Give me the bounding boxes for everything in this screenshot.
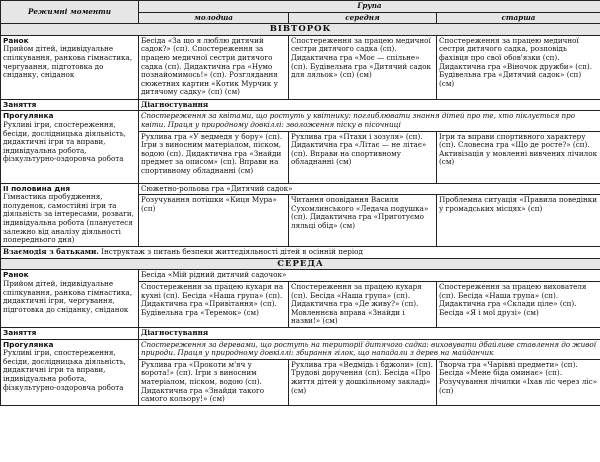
moment-title: Заняття (3, 327, 37, 337)
day-title: СЕРЕДА (1, 258, 600, 270)
table-row (1, 35, 600, 99)
table-row (1, 339, 600, 359)
cell-middle: Рухлива гра «Птахи і зозуля» (сп). Дидактична гра «Літає — не літає» (сп). Вправи на спортивному обладнанні (см) (289, 131, 437, 183)
cell-span: Бесіда «Мій рідний дитячий садочок» (139, 270, 600, 282)
moments-header: Режимні моменти (1, 1, 139, 24)
cell-young: Розучування потішки «Киця Мура» (сп) (139, 195, 289, 247)
moment-cell (1, 327, 139, 339)
cell-middle: Спостереження за працею кухаря (сп). Бесіда «Наша група» (сп). Дидактична гра «Де живу?» (сп). Мовленнєва вправа «Знайди і назви!» (см) (289, 281, 437, 327)
cell-old: Творча гра «Чарівні предмети» (сп). Бесіда «Мене біда оминає» (сп). Розучування лічилки «Іхав ліс через ліс» (сп) (437, 359, 600, 405)
middle-header: середня (289, 12, 437, 24)
table-row (1, 270, 600, 282)
moment-title: Ранок (3, 270, 29, 280)
moment-cell (1, 111, 139, 183)
table-row (1, 247, 600, 259)
old-header: старша (437, 12, 600, 24)
day-row-wednesday (1, 258, 600, 270)
cell-span: Спостереження за квітами, що ростуть у квітнику: поглиблювати знання дітей про те, хто піклується про квіти. Праця у природному довкіллі: зволоження піску в пісочниці (139, 111, 600, 131)
parents-title: Взаємодія з батьками. (3, 247, 99, 257)
moment-cell (1, 339, 139, 405)
cell-span: Діагностування (139, 327, 600, 339)
moment-desc: Гімнастика пробудження, полуденок, самостійні ігри та діяльність за інтересами, розваги, індивідуальна робота (плануєтеся залежно від аналізу діяльності попереднього дня) (3, 192, 134, 245)
parents-text: Інструктаж з питань безпеки життєдіяльності дітей в осінній період (101, 247, 363, 257)
cell-old: Проблемна ситуація «Правила поведінки у громадських місцях» (сп) (437, 195, 600, 247)
moment-cell (1, 35, 139, 99)
day-row-tuesday (1, 24, 600, 36)
table-row (1, 111, 600, 131)
moment-title: II половина дня (3, 183, 71, 193)
moment-cell (1, 99, 139, 111)
moment-title: Ранок (3, 35, 29, 45)
cell-young: Рухлива гра «У ведмедя у бору» (сп). Ігри з виносним матеріалом, піском, водою (сп). Дидактична гра «Знайди предмет за описом» (сп). Вправи на спортивному обладнанні (см) (139, 131, 289, 183)
cell-span: Спостереження за деревами, що ростуть на території дитячого садка: виховувати дбайливе ставлення до живої природи. Праця у природному довкіллі: збирання гілок, що нападали з дерев на майданчик (139, 339, 600, 359)
table-row (1, 99, 600, 111)
cell-old: Ігри та вправи спортивного характеру (сп). Словесна гра «Що де росте?» (сп). Активізація у мовленні вивчених лічилок (см) (437, 131, 600, 183)
cell-span: Сюжетно-рольова гра «Дитячий садок» (139, 183, 600, 195)
cell-old: Спостереження за працею медичної сестри дитячого садка, розповідь фахівця про свої обов'язки (сп). Дидактична гра «Віночок дружби» (сп). Будівельна гра «Дитячий садок» (сп) (см) (437, 35, 600, 99)
header-row (1, 1, 600, 13)
table-row (1, 183, 600, 195)
cell-young: Рухлива гра «Прокоти м'яч у ворота!» (сп). Ігри з виносним матеріалом, піском, водою (сп). Дидактична гра «Знайди такого самого кольору!» (см) (139, 359, 289, 405)
moment-desc: Прийом дітей, індивідуальне спілкування, ранкова гімнастика, чергування, підготовка до сніданку, сніданок (3, 44, 133, 80)
cell-young: Спостереження за працею кухаря на кухні (сп). Бесіда «Наша група» (сп). Дидактична гра «Привітання» (сп). Будівельна гра «Теремок» (см) (139, 281, 289, 327)
young-header: молодша (139, 12, 289, 24)
moment-desc: Рухливі ігри, спостереження, бесіди, дослідницька діяльність, дидактичні ігри та вправи, індивідуальна робота, фізкультурно-оздоровча робота (3, 348, 126, 392)
group-header: Група (139, 1, 600, 13)
cell-span: Діагностування (139, 99, 600, 111)
moment-desc: Рухливі ігри, спостереження, бесіди, дослідницька діяльність, дидактичні ігри та вправи, індивідуальна робота, фізкультурно-оздоровча робота (3, 119, 126, 164)
cell-middle: Читання оповідання Василя Сухомлинського «Ледача подушка» (сп). Дидактична гра «Приготуємо ляльці обід» (см) (289, 195, 437, 247)
moment-title: Прогулянка (3, 111, 54, 121)
moment-title: Прогулянка (3, 339, 54, 349)
cell-young: Бесіда «За що я люблю дитячий садок?» (сп). Спостереження за працею медичної сестри дитячого садка (сп). Дидактична гра «Нумо познайомимось!» (сп). Розглядання сюжетних картин «Котик Мурчик у дитячому садку» (сп) (см) (139, 35, 289, 99)
parents-row (1, 247, 600, 259)
day-title: ВІВТОРОК (1, 24, 600, 36)
moment-cell (1, 183, 139, 247)
cell-old: Спостереження за працею вихователя (сп). Бесіда «Наша група» (сп). Дидактична гра «Склади ціле» (сп). Бесіда «Я і мої друзі» (см) (437, 281, 600, 327)
moment-cell (1, 270, 139, 328)
cell-middle: Спостереження за працею медичної сестри дитячого садка (сп). Дидактична гра «Моє — спільне» (сп). Будівельна гра «Дитячий садок для ляльок» (сп) (см) (289, 35, 437, 99)
table-row (1, 327, 600, 339)
moment-desc: Прийом дітей, індивідуальне спілкування, ранкова гімнастика, дидактичні ігри, чергування, підготовка до сніданку, сніданок (3, 278, 133, 314)
moment-title: Заняття (3, 99, 37, 109)
cell-middle: Рухлива гра «Ведмідь і бджоли» (сп). Трудові доручення (сп). Бесіда «Про життя дітей у дошкільному закладі» (см) (289, 359, 437, 405)
